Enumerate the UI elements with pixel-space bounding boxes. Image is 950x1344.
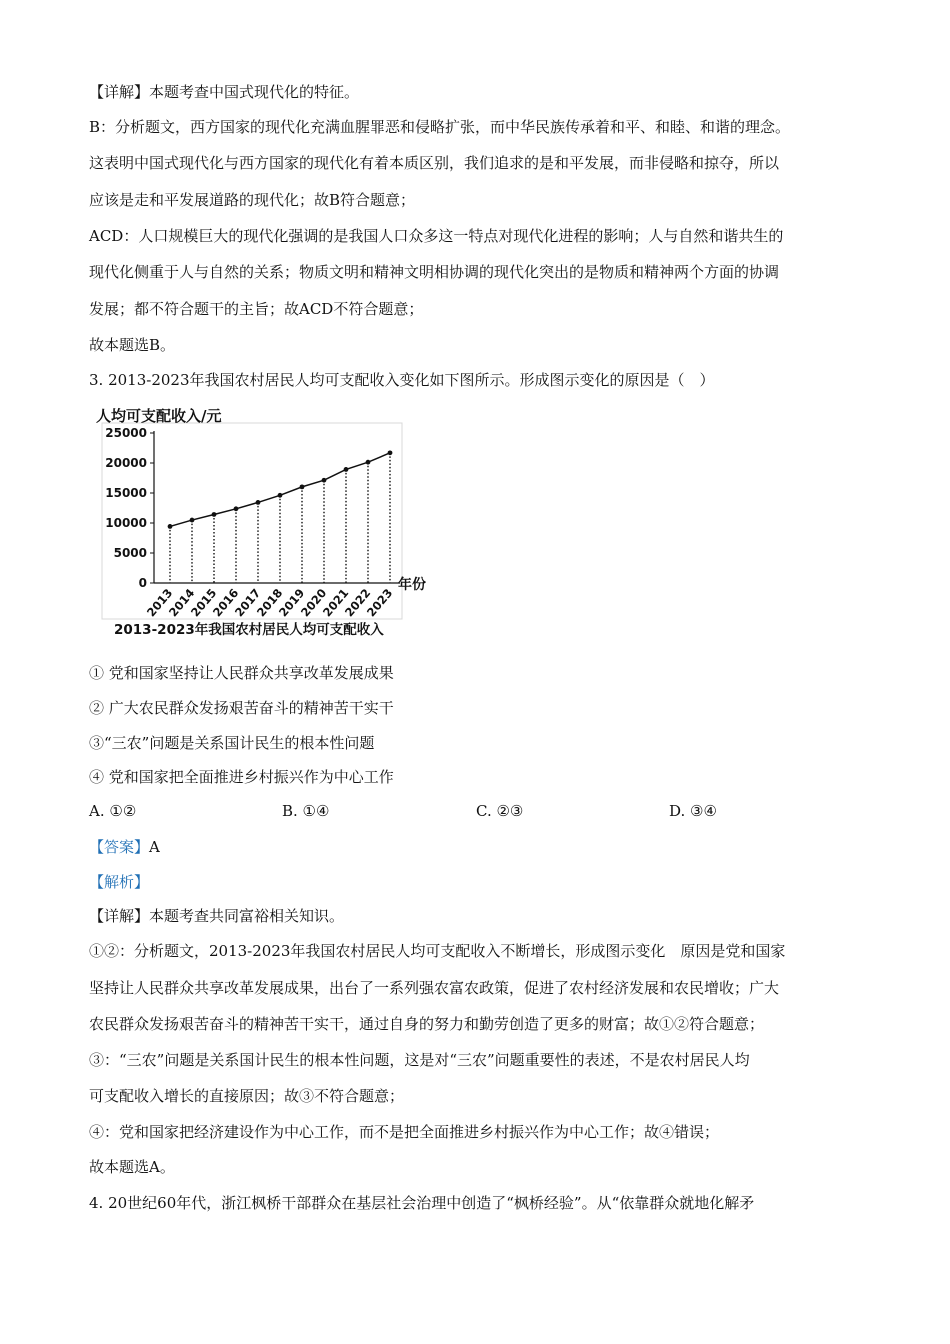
data-point xyxy=(300,484,305,489)
data-point xyxy=(190,518,195,523)
y-tick-label: 25000 xyxy=(105,426,147,440)
explanation-line: 可支配收入增长的直接原因；故③不符合题意； xyxy=(89,1087,405,1105)
x-tick-label: 2019 xyxy=(275,585,308,620)
x-tick-label: 2013 xyxy=(143,585,176,620)
statement-3: ③“三农”问题是关系国计民生的根本性问题 xyxy=(89,734,375,752)
statement-4: ④ 党和国家把全面推进乡村振兴作为中心工作 xyxy=(89,768,394,786)
option-d[interactable]: D. ③④ xyxy=(669,802,717,820)
conclusion-line: 故本题选B。 xyxy=(89,336,176,354)
x-tick-label: 2017 xyxy=(231,585,264,620)
option-a[interactable]: A. ①② xyxy=(89,802,137,820)
statement-2: ② 广大农民群众发扬艰苦奋斗的精神苦干实干 xyxy=(89,699,394,717)
explanation-line: ③：“三农”问题是关系国计民生的根本性问题，这是对“三农”问题重要性的表述，不是农村居民人均 xyxy=(89,1051,750,1069)
data-point xyxy=(366,460,371,465)
y-tick-label: 15000 xyxy=(105,486,147,500)
conclusion-line-2: 故本题选A。 xyxy=(89,1158,175,1176)
detail-heading: 【详解】本题考查中国式现代化的特征。 xyxy=(89,83,360,101)
data-point xyxy=(388,450,393,455)
chart-y-label: 人均可支配收入/元 xyxy=(96,407,222,425)
answer-tag: 【答案】 xyxy=(89,838,150,856)
x-tick-label: 2016 xyxy=(209,585,242,620)
x-tick-label: 2015 xyxy=(187,585,220,620)
explanation-line: ④：党和国家把经济建设作为中心工作，而不是把全面推进乡村振兴作为中心工作；故④错误； xyxy=(89,1123,720,1141)
x-tick-label: 2023 xyxy=(363,585,396,620)
paragraph-line: ACD：人口规模巨大的现代化强调的是我国人口众多这一特点对现代化进程的影响；人与自然和谐共生的 xyxy=(89,227,784,245)
x-tick-label: 2014 xyxy=(165,585,198,620)
question-4-stem: 4. 20世纪60年代，浙江枫桥干部群众在基层社会治理中创造了“枫桥经验”。从“依靠群众就地化解矛 xyxy=(89,1194,755,1212)
data-point xyxy=(212,512,217,517)
option-c[interactable]: C. ②③ xyxy=(476,802,524,820)
paragraph-line: 现代化侧重于人与自然的关系；物质文明和精神文明相协调的现代化突出的是物质和精神两个方面的协调 xyxy=(89,263,780,281)
explanation-line: 农民群众发扬艰苦奋斗的精神苦干实干，通过自身的努力和勤劳创造了更多的财富；故①②符合题意； xyxy=(89,1015,765,1033)
y-tick-label: 0 xyxy=(138,576,147,590)
option-b[interactable]: B. ①④ xyxy=(282,802,330,820)
detail-heading-2: 【详解】本题考查共同富裕相关知识。 xyxy=(89,907,345,925)
analysis-tag: 【解析】 xyxy=(89,873,150,891)
paragraph-line: 应该是走和平发展道路的现代化；故B符合题意； xyxy=(89,191,416,209)
chart-title: 2013-2023年我国农村居民人均可支配收入 xyxy=(114,622,384,638)
x-tick-label: 2018 xyxy=(253,585,286,620)
chart-x-label: 年份 xyxy=(398,577,426,593)
x-tick-label: 2021 xyxy=(319,585,352,620)
statement-1: ① 党和国家坚持让人民群众共享改革发展成果 xyxy=(89,664,394,682)
paragraph-line: 发展；都不符合题干的主旨；故ACD不符合题意； xyxy=(89,300,424,318)
answer-value: A xyxy=(149,838,160,856)
income-line-chart xyxy=(92,403,452,643)
data-point xyxy=(256,500,261,505)
series-line xyxy=(170,453,390,527)
explanation-line: ①②：分析题文，2013-2023年我国农村居民人均可支配收入不断增长，形成图示变化 原因是党和国家 xyxy=(89,942,786,960)
data-point xyxy=(278,493,283,498)
x-tick-label: 2020 xyxy=(297,585,330,620)
data-point xyxy=(168,524,173,529)
y-tick-label: 10000 xyxy=(105,516,147,530)
paragraph-line: B：分析题文，西方国家的现代化充满血腥罪恶和侵略扩张，而中华民族传承着和平、和睦、和谐的理念。 xyxy=(89,118,791,136)
data-point xyxy=(344,467,349,472)
question-3-stem: 3. 2013-2023年我国农村居民人均可支配收入变化如下图所示。形成图示变化的原因是（ ） xyxy=(89,371,715,389)
y-tick-label: 20000 xyxy=(105,456,147,470)
x-tick-label: 2022 xyxy=(341,585,374,620)
data-point xyxy=(234,506,239,511)
explanation-line: 坚持让人民群众共享改革发展成果，出台了一系列强农富农政策，促进了农村经济发展和农民增收；广大 xyxy=(89,979,780,997)
paragraph-line: 这表明中国式现代化与西方国家的现代化有着本质区别，我们追求的是和平发展，而非侵略和掠夺，所以 xyxy=(89,154,780,172)
data-point xyxy=(322,478,327,483)
answer-line xyxy=(89,837,160,857)
y-tick-label: 5000 xyxy=(113,546,147,560)
